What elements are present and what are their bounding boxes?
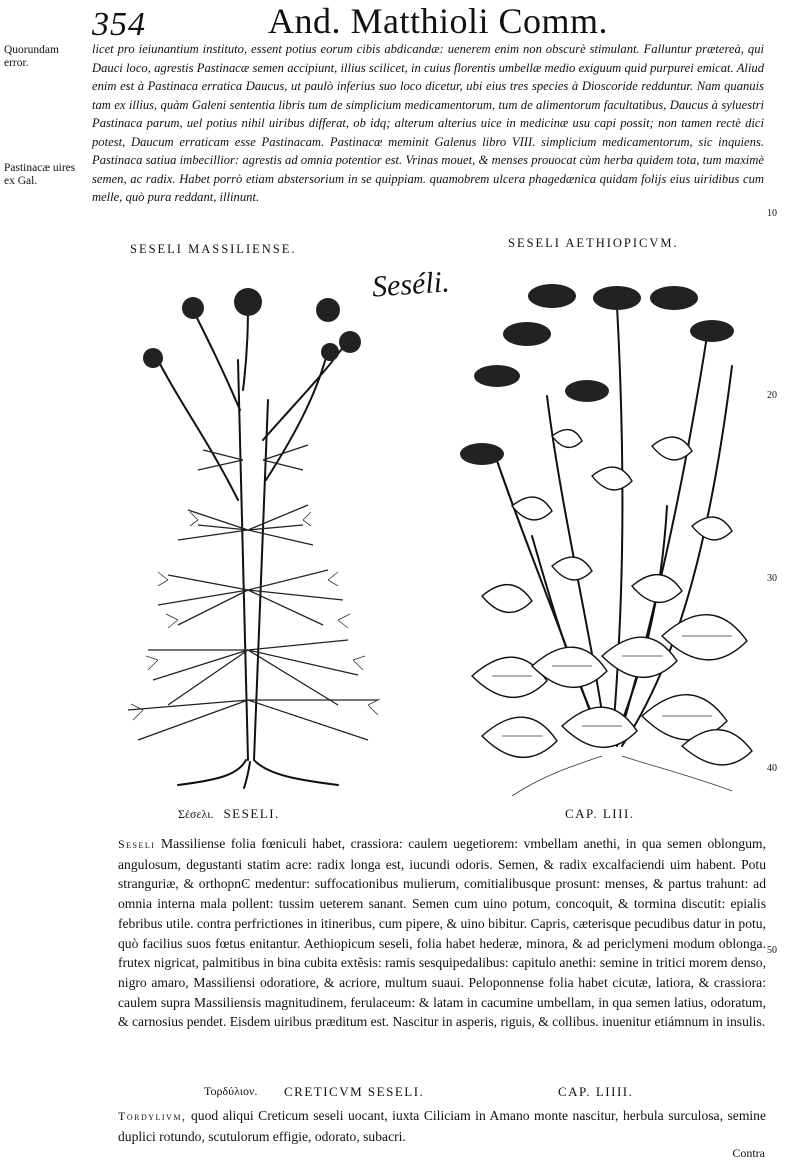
page-number: 354: [92, 6, 146, 43]
seseli-massiliense-illustration: [98, 280, 408, 790]
seseli-aethiopicum-illustration: [452, 276, 768, 796]
line-number-20: 20: [767, 390, 777, 401]
chapter-53-body: [118, 834, 766, 1032]
chapter-54-paragraph: [118, 1106, 766, 1146]
chapter-54-body: [118, 1106, 766, 1146]
chapter-54-lead-word: Tordylivm,: [118, 1109, 187, 1123]
margin-note-error: Quorundam error.: [4, 44, 59, 69]
caption-seseli: [178, 806, 280, 822]
line-number-40: 40: [767, 763, 777, 774]
chapter-54-title: CRETICVM SESELI.: [284, 1084, 425, 1099]
catchword: Contra: [732, 1146, 765, 1160]
handwritten-note: Seséli.: [370, 265, 451, 304]
figure-title-left: SESELI MASSILIENSE.: [130, 242, 297, 256]
chapter-54-greek-title: Τορδύλιον.: [204, 1084, 258, 1098]
italic-paragraph: [92, 40, 764, 207]
figure-title-right: SESELI AETHIOPICVM.: [508, 236, 679, 250]
chapter-53-lead-word: Seseli: [118, 837, 156, 851]
caption-chapter-53: CAP. LIII.: [565, 806, 635, 821]
chapter-54-text: quod aliqui Creticum seseli uocant, iuxta Ciliciam in Amano monte nascitur, herbula surculosa, semine duplici rotundo, scutulorum effigie, odorato, subacri.: [118, 1108, 767, 1144]
running-head: And. Matthioli Comm.: [268, 1, 609, 41]
chapter-53-text: Massiliense folia fœniculi habet, crassiora: caulem uegetiorem: vmbellam anethi, in qua semen oblongum, angulosum, degustanti statim acre: radix longa est, iucundi odoris. Semen, & radix excalfaciendi uim habent. Potu stranguriæ, & orthopnϾ medentur: suffocationibus mulierum, comitialibusque prosunt: menses, & partus trahunt: ad omnia interna mala pollent: tussim ueterem sanant. Semen cum uino potum, concoquit, & tormina discutit: epialis febribus utile. contra perfrictiones in itineribus, cum pipere, & uino bibitur. Capris, cæterisque pecudibus datur in potu, quò facilius suos fœtus enitantur. Aethiopicum seseli, folia habet hederæ, minora, & ad periclymeni modum oblonga. frutex nigricat, palmitibus in bina cubita extẽsis: ramis sesquipedalibus: capitulo anethi: semine in tritici morem denso, nigro amaro, Massiliensi odoratiore, & acriore, multum suaui. Peloponnense folia habet cicutæ, latiora, & crassiora: caulem supra Massiliensis magnitudinem, ferulaceum: & latam in cacumine umbellam, in qua semen latius, odoratum, & carnosius pendet. Eisdem uiribus præditum est. Nascitur in asperis, riguis, & collibus. inuenitur etiámnum in insulis.: [118, 836, 766, 1030]
line-number-10: 10: [767, 208, 777, 219]
line-number-50: 50: [767, 945, 777, 956]
chapter-54-cap: CAP. LIIII.: [558, 1084, 634, 1099]
caption-greek: Σέσελι.: [178, 807, 214, 821]
chapter-53-paragraph: [118, 834, 766, 1032]
italic-paragraph-text: licet pro ieiunantium instituto, essent potius eorum cibis abdicandæ: uenerem enim non obscurè stimulant. Falluntur prætereà, qui Dauci loco, agrestis Pastinacæ semen accipiunt, illius scilicet, in cuius florentis umbellæ medio exiguum quid purpurei emicat. Aliud enim est à Pastinaca erratica Daucus, ut paulò inferius suo loco dicetur, ubi eius tres species à Dioscoride redduntur. Nam quanuis tam ex illius, quàm Galeni sententia libris tum de simplicium medicamentorum, tum de alimentorum facultatibus, Daucus à syluestri Pastinaca parum, uel potius nihil uiribus differat, ob idq; alterum alterius uice in medicinæ usu capi possit; non tamen rectè dici potest, Daucum erraticam esse Pastinacam. Pastinacæ meminit Galenus libro VIII. simplicium medicamentorum, sic inquiens. Pastinaca satiua imbecillior: agrestis ad omnia potentior est. Vrinas mouet, & menses prouocat cùm herba quidem tota, tum maximè semen, ac radix. Habet porrò etiam abstersorium in se quippiam. quamobrem ulcera phagedænica quidam folijs eius uiridibus cum melle, quò pura reddant, illinunt.: [92, 42, 764, 204]
margin-note-pastinaca: Pastinacæ uires ex Gal.: [4, 162, 76, 187]
caption-latin: SESELI.: [223, 806, 280, 821]
line-number-30: 30: [767, 573, 777, 584]
